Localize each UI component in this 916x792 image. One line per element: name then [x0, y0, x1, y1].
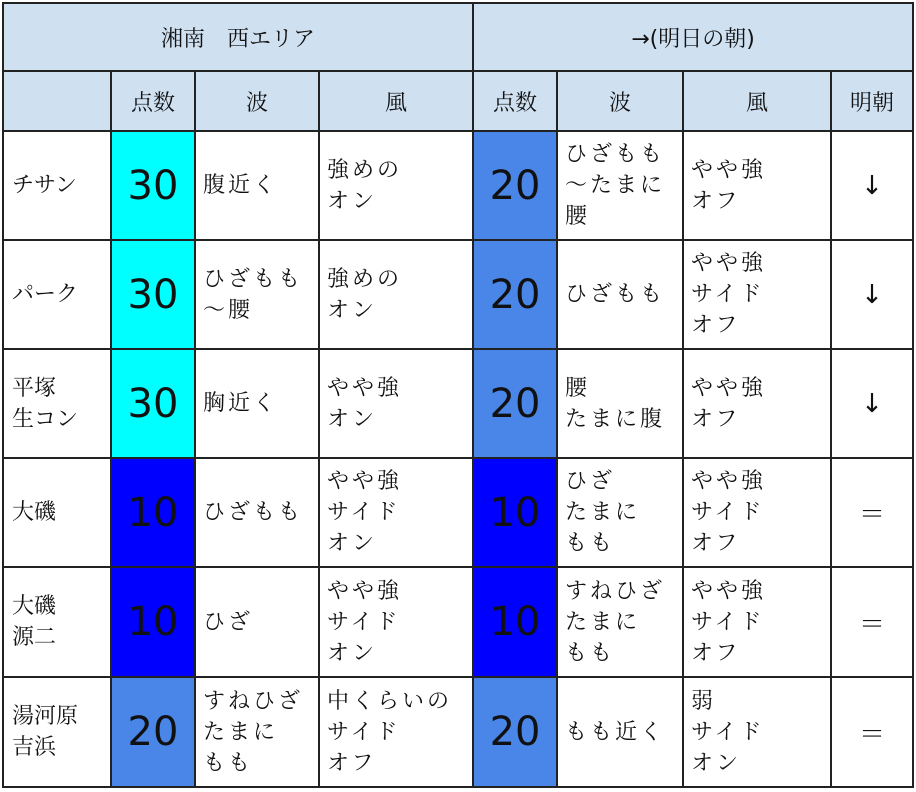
- cell-line: やや強: [691, 157, 767, 183]
- wave-today: [195, 677, 319, 787]
- cell-line: 吉浜: [12, 735, 57, 760]
- cell-line: オン: [327, 531, 378, 556]
- table-body: [3, 131, 913, 787]
- wave-today: [195, 349, 319, 458]
- wind-tomorrow: [683, 240, 831, 349]
- cell-line: ひざ: [203, 609, 254, 635]
- cell-line: 〜腰: [203, 297, 254, 323]
- cell-line: たまに: [565, 609, 641, 635]
- table-row: [3, 567, 913, 677]
- wind-header-tomorrow: 風: [683, 71, 831, 131]
- trend-indicator: ↓: [831, 349, 913, 458]
- spot-name: [3, 567, 111, 677]
- wave-tomorrow: [557, 677, 683, 787]
- cell-line: 大磯: [12, 594, 57, 619]
- cell-line: やや強: [691, 469, 767, 494]
- cell-line: もも: [203, 750, 254, 776]
- cell-line: オフ: [691, 313, 741, 338]
- area-title: 湘南 西エリア: [3, 3, 473, 71]
- wave-tomorrow: [557, 131, 683, 240]
- spot-name: [3, 240, 111, 349]
- cell-line: サイド: [327, 500, 401, 525]
- cell-line: ひざもも: [565, 282, 666, 307]
- cell-line: 強めの: [327, 157, 403, 183]
- cell-line: もも: [565, 531, 616, 556]
- tomorrow-title: →(明日の朝): [473, 3, 913, 71]
- cell-line: やや強: [327, 469, 403, 494]
- cell-line: たまに: [203, 719, 279, 745]
- cell-line: たまに腹: [565, 406, 666, 432]
- cell-line: 中くらいの: [327, 688, 453, 714]
- wind-tomorrow: [683, 131, 831, 240]
- cell-line: ひざもも: [565, 142, 666, 167]
- score-header-today: 点数: [111, 71, 195, 131]
- table-row: [3, 677, 913, 787]
- cell-line: もも近く: [565, 719, 666, 745]
- cell-line: すねひざ: [203, 688, 304, 714]
- score-tomorrow: 10: [473, 567, 557, 677]
- title-row: [3, 3, 913, 71]
- cell-line: オフ: [691, 188, 741, 214]
- cell-line: 胸近く: [203, 391, 279, 416]
- table-row: [3, 240, 913, 349]
- cell-line: オン: [327, 188, 378, 214]
- cell-line: サイド: [327, 609, 401, 635]
- score-today: 30: [111, 240, 195, 349]
- cell-line: パーク: [12, 282, 79, 307]
- cell-line: やや強: [691, 251, 767, 276]
- cell-line: 腰: [565, 375, 591, 401]
- score-today: 20: [111, 677, 195, 787]
- cell-line: オフ: [691, 531, 741, 556]
- cell-line: サイド: [327, 719, 401, 745]
- cell-line: やや強: [691, 578, 767, 604]
- wind-tomorrow: [683, 567, 831, 677]
- cell-line: オン: [327, 406, 378, 432]
- cell-line: すねひざ: [565, 578, 666, 604]
- score-tomorrow: 20: [473, 677, 557, 787]
- wave-tomorrow: [557, 240, 683, 349]
- surf-forecast-table: [2, 2, 914, 788]
- cell-line: 大磯: [12, 500, 57, 525]
- table-row: [3, 458, 913, 567]
- cell-line: オフ: [691, 406, 741, 432]
- spot-header: [3, 71, 111, 131]
- wind-today: [319, 677, 473, 787]
- cell-line: サイド: [691, 719, 765, 745]
- cell-line: オフ: [691, 640, 741, 666]
- score-tomorrow: 20: [473, 240, 557, 349]
- trend-indicator: ↓: [831, 131, 913, 240]
- cell-line: 腰: [565, 204, 591, 229]
- table-row: [3, 131, 913, 240]
- score-header-tomorrow: 点数: [473, 71, 557, 131]
- cell-line: やや強: [327, 375, 403, 401]
- cell-line: チサン: [12, 173, 77, 198]
- score-tomorrow: 10: [473, 458, 557, 567]
- cell-line: ひざ: [565, 469, 616, 494]
- wave-today: [195, 131, 319, 240]
- spot-name: [3, 131, 111, 240]
- cell-line: ひざもも: [203, 500, 304, 525]
- wind-today: [319, 349, 473, 458]
- cell-line: もも: [565, 640, 616, 666]
- wind-today: [319, 240, 473, 349]
- cell-line: オン: [327, 297, 378, 323]
- wind-tomorrow: [683, 458, 831, 567]
- table-row: [3, 349, 913, 458]
- wind-today: [319, 131, 473, 240]
- cell-line: たまに: [565, 500, 641, 525]
- wave-today: [195, 240, 319, 349]
- score-today: 10: [111, 567, 195, 677]
- cell-line: 生コン: [12, 406, 79, 432]
- wave-header-today: 波: [195, 71, 319, 131]
- wind-header-today: 風: [319, 71, 473, 131]
- score-today: 10: [111, 458, 195, 567]
- cell-line: やや強: [327, 578, 403, 604]
- wave-today: [195, 458, 319, 567]
- score-tomorrow: 20: [473, 131, 557, 240]
- trend-indicator: ↓: [831, 240, 913, 349]
- cell-line: 〜たまに: [565, 173, 666, 198]
- wave-tomorrow: [557, 458, 683, 567]
- cell-line: オン: [691, 750, 742, 776]
- cell-line: オフ: [327, 750, 377, 776]
- cell-line: サイド: [691, 609, 765, 635]
- cell-line: ひざもも: [203, 266, 304, 292]
- wave-tomorrow: [557, 567, 683, 677]
- trend-indicator: ＝: [831, 458, 913, 567]
- cell-line: 湯河原: [12, 704, 79, 729]
- cell-line: 源二: [12, 625, 57, 650]
- trend-indicator: ＝: [831, 567, 913, 677]
- wave-header-tomorrow: 波: [557, 71, 683, 131]
- wind-today: [319, 458, 473, 567]
- score-today: 30: [111, 131, 195, 240]
- wind-today: [319, 567, 473, 677]
- score-tomorrow: 20: [473, 349, 557, 458]
- wind-tomorrow: [683, 677, 831, 787]
- wind-tomorrow: [683, 349, 831, 458]
- cell-line: サイド: [691, 500, 765, 525]
- score-today: 30: [111, 349, 195, 458]
- cell-line: サイド: [691, 282, 765, 307]
- cell-line: 弱: [691, 688, 717, 714]
- spot-name: [3, 349, 111, 458]
- trend-indicator: ＝: [831, 677, 913, 787]
- cell-line: 平塚: [12, 375, 57, 401]
- wave-tomorrow: [557, 349, 683, 458]
- trend-header: 明朝: [831, 71, 913, 131]
- cell-line: やや強: [691, 375, 767, 401]
- cell-line: 強めの: [327, 266, 403, 292]
- cell-line: オン: [327, 640, 378, 666]
- cell-line: 腹近く: [203, 173, 279, 198]
- spot-name: [3, 677, 111, 787]
- spot-name: [3, 458, 111, 567]
- wave-today: [195, 567, 319, 677]
- column-header-row: [3, 71, 913, 131]
